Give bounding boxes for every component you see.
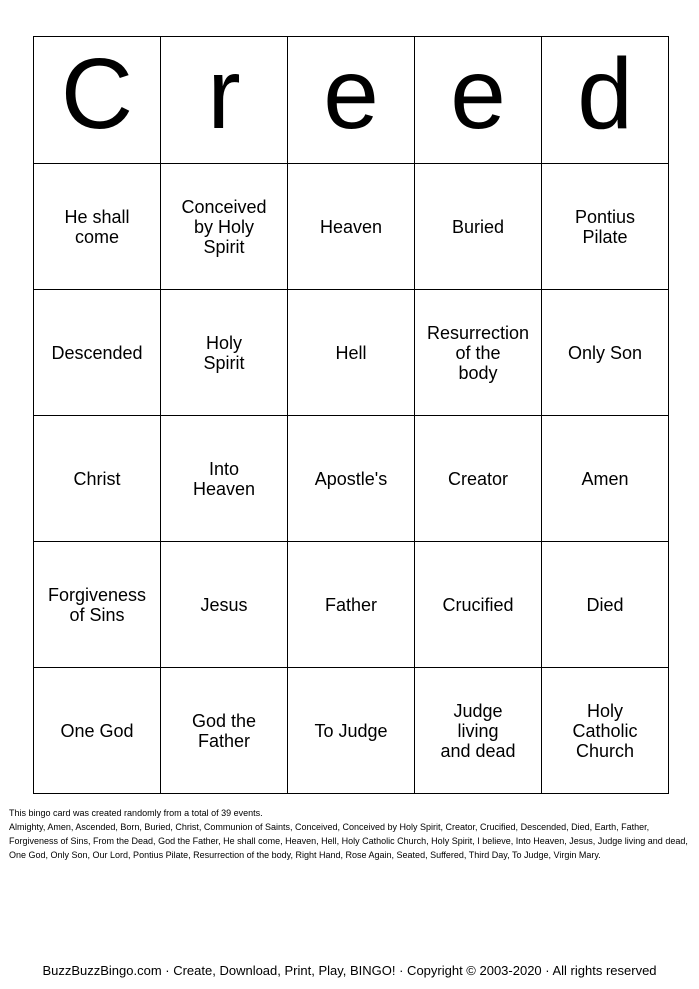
bingo-cell: Hell [288, 290, 415, 416]
header-letter-e1: e [288, 37, 415, 164]
bingo-cell: Heaven [288, 164, 415, 290]
bingo-cell: Creator [415, 416, 542, 542]
event-list: Almighty, Amen, Ascended, Born, Buried, Christ, Communion of Saints, Conceived, Conceived by Holy Spirit, Creator, Crucified, Descended, Died, Earth, Father, Forgiveness of Sins, From the Dead, God the Father, He shall come, Heaven, Hell, Holy Catholic Church, Holy Spirit, I believe, Into Heaven, Jesus, Judge living and dead, One God, Only Son, Our Lord, Pontius Pilate, Resurrection of the body, Right Hand, Rose Again, Seated, Suffered, Third Day, To Judge, Virgin Mary. [9, 822, 688, 860]
bingo-cell: Holy Catholic Church [542, 668, 669, 794]
card-summary: This bingo card was created randomly from a total of 39 events. [9, 808, 263, 818]
card-row-1 [34, 164, 669, 290]
header-letter-c: C [34, 37, 161, 164]
copyright-footer: BuzzBuzzBingo.com · Create, Download, Print, Play, BINGO! · Copyright © 2003-2020 · All rights reserved [42, 963, 657, 978]
bingo-cell: Only Son [542, 290, 669, 416]
header-letter-r: r [161, 37, 288, 164]
header-letter-d: d [542, 37, 669, 164]
bingo-cell: Into Heaven [161, 416, 288, 542]
bingo-cell: He shall come [34, 164, 161, 290]
bingo-cell: Crucified [415, 542, 542, 668]
bingo-cell: Holy Spirit [161, 290, 288, 416]
bingo-cell: Forgiveness of Sins [34, 542, 161, 668]
bingo-cell: Resurrection of the body [415, 290, 542, 416]
bingo-cell: Pontius Pilate [542, 164, 669, 290]
bingo-cell: To Judge [288, 668, 415, 794]
bingo-cell: Amen [542, 416, 669, 542]
card-row-4 [34, 542, 669, 668]
bingo-cell: Apostle's [288, 416, 415, 542]
header-row [34, 37, 669, 164]
card-row-5 [34, 668, 669, 794]
bingo-cell: Judge living and dead [415, 668, 542, 794]
card-row-2 [34, 290, 669, 416]
bingo-cell: Christ [34, 416, 161, 542]
bingo-cell: Jesus [161, 542, 288, 668]
card-info [9, 806, 691, 862]
header-letter-e2: e [415, 37, 542, 164]
bingo-cell: Conceived by Holy Spirit [161, 164, 288, 290]
bingo-cell: One God [34, 668, 161, 794]
bingo-cell: Father [288, 542, 415, 668]
card-row-3 [34, 416, 669, 542]
bingo-card [33, 36, 669, 794]
bingo-cell: Buried [415, 164, 542, 290]
bingo-cell: God the Father [161, 668, 288, 794]
bingo-cell: Descended [34, 290, 161, 416]
bingo-cell: Died [542, 542, 669, 668]
